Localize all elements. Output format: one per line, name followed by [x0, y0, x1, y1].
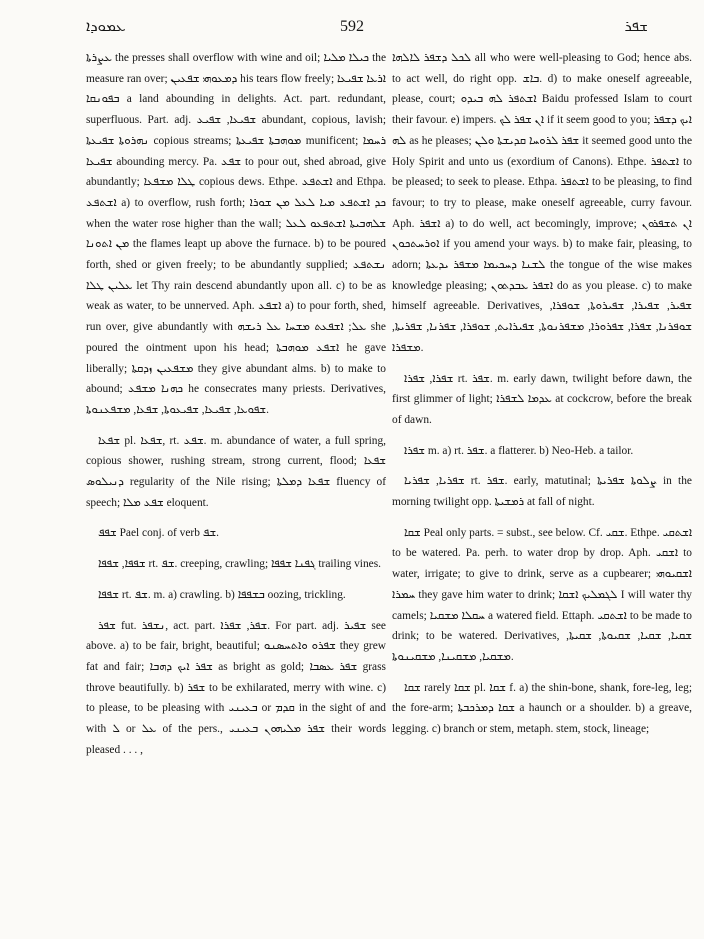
page-number: 592: [340, 18, 364, 35]
left-column: [86, 48, 386, 928]
dictionary-entry: ܫܩܐ rarely ܫܩܐ pl. ܫܩܐ f. a) the shin-bone, shank, fore-leg, leg; the fore-arm; ܫܩܐ ܕܡܪܟܒܬܐ a haunch or a shoulder. b) a greave, legging. c) branch or stem, metaph. stem, stock, lineage;: [392, 681, 692, 736]
right-column: [392, 48, 692, 928]
dictionary-entry: ܫܦܪܝܐ, ܫܦܪܝܐ rt. ܫܦܪ. early, matutinal; ܨܠܘܬܐ ܫܦܪܝܬܐ in the morning twilight opp. ܪܡܫܝܬܐ at fall of night.: [392, 475, 692, 509]
dictionary-entry: ܫܦܪܐ m. a) rt. ܫܦܪ. a flatterer. b) Neo-Heb. a tailor.: [404, 444, 634, 457]
dictionary-entry: ܫܦܪܐ, ܫܦܪܐ rt. ܫܦܪ. m. early dawn, twilight before dawn, the first glimmer of light; ܥܕܡܐ ܠܫܦܪܐ at cockcrow, before the break of dawn.: [392, 372, 692, 426]
running-head-left: ܥܡܘܕܐ: [86, 19, 126, 35]
dictionary-entry: ܫܦܪ fut. ܢܫܦܪ, act. part. ܫܦܪ, ܫܦܪܐ. For part. adj. ܫܦܝܪ see above. a) to be fair, bright, beautiful; ܫܦܪܘ ܘܐܬܚܣܢܘ they grew fat and fair; ܫܦܪ ܐܝܟ ܕܗܒܐ as bright as gold; ܫܦܪ ܥܣܒܐ grass throve beautifully. b) ܫܦܪ to be exhilarated, merry with wine. c) to please, to be pleasing with ܒܥܝܢܝ or ܩܕܡ in the sight of and with ܠ or ܥܠ of the pers., ܫܦܪ ܡܠܝܗܘܢ ܒܥܝܢܝ their words pleased . . . ,: [86, 619, 386, 756]
dictionary-entry: ܥܨܪܬܐ the presses shall overflow with wine and oil; ܟܝܠܐ ܡܠܝܐ the measure ran over; ܕܡܥܘܗܝ ܫܦܥܝܢ his tears flow freely; ܐܪܥܐ ܫܦܝܥܐ ܒܦܘܢܩܐ a land abounding in delights. Act. part. redundant, superfluous. Part. adj. ܫܦܝܥܐ, ܫܦܝܥ abundant, copious, lavish; ܢܗܪܘܬܐ ܫܦܝܥܬܐ copious streams; ܡܘܗܒܬܐ ܫܦܝܥܬܐ munificent; ܪܚܡܐ ܫܦܝܥܐ abounding mercy. Pa. ܫܦܥ to pour out, shed abroad, give abundantly; ܛܠܐ ܡܫܦܥܐ copious dews. Ethpe. ܐܫܬܦܥ and Ethpa. ܐܫܬܦܥ a) to overflow, rush forth; ܟܕ ܐܫܬܦܥ ܡܝܐ ܠܥܠ ܡܢ ܫܘܪܐ when the water rose higher than the wall; ܫܠܗܒܝܬܐ ܐܫܬܦܥܘ ܠܥܠ ܡܢ ܐܬܘܢܐ the flames leapt up above the furnace. b) to be poured forth, shed or given freely; to be abundantly supplied; ܢܫܬܦܥ ܥܠܝܢ ܛܠܐ let Thy rain descend abundantly upon all. c) to be as weak as water, to be unnerved. Aph. ܐܫܦܥ a) to pour forth, shed, run over, give abundantly with ܥܠ; ܐܫܦܥܬ ܡܫܚܐ ܥܠ ܪܝܫܗ she poured the ointment upon his head; ܐܫܦܥ ܡܘܗܒܬܐ he gave liberally; ܡܫܦܥܝܢ ܙܕܩܬܐ they give abundant alms. b) to make to abound; ܟܗܢܐ ܡܫܦܥ he consecrates many priests. Derivatives, ܫܦܘܥܐ, ܫܦܝܥܐ, ܫܦܝܥܘܬܐ, ܫܦܥܐ, ܡܫܦܥܢܘܬܐ.: [86, 52, 386, 416]
page-header: [0, 14, 704, 44]
dictionary-entry: ܠܟܠ ܕܫܦܪ ܠܐܠܗܐ all who were well-pleasing to God; hence abs. to act well, do right opp. ܒܐܫ. d) to make oneself agreeable, please, court; ܐܫܬܦܪ ܠܗ ܒܝܕܘ Baidu professed Islam to court their favour. e) impers. ܐܢ ܫܦܪ ܠܟ if it seem good to you; ܐܝܟ ܕܫܦܪ ܠܗ as he pleases; ܫܦܪ ܠܪܘܚܐ ܩܕܝܫܬܐ ܘܠܢ it seemed good unto the Holy Spirit and unto us (exordium of Canons). Ethpe. ܐܫܬܦܪ to be pleased; to seek to please. Ethpa. ܐܫܬܦܪ to be pleasing, to find favour; to try to please, make oneself agreeable, curry favour. Aph. ܐܫܦܪ a) to do well, act becomingly, improve; ܐܢ ܬܫܦܪܘܢ ܐܘܪܚܬܟܘܢ if you amend your ways. b) to make fair, pleasing, to adorn; ܠܫܢܐ ܕܚܟܝܡܐ ܡܫܦܪ ܝܕܥܬܐ the tongue of the wise makes knowledge pleasing; ܐܫܦܪ ܥܒܕܬܘܢ do as you please. c) to make himself agreeable. Derivatives, ܫܦܝܪ, ܫܦܝܪܐ, ܫܦܝܪܘܬܐ, ܫܘܦܪܐ, ܫܘܦܪܢܐ, ܫܦܪܐ, ܫܦܪܘܪܐ, ܡܫܦܪܢܘܬܐ, ܫܦܝܪܐܝܬ, ܫܘܦܪܐ, ܫܦܪܢܐ, ܫܦܪܝܬܐ, ܡܫܦܪܐ.: [392, 52, 692, 354]
dictionary-entry: ܫܦܦܐ rt. ܫܦ. m. a) crawling. b) ܒܫܦܦܐ oozing, trickling.: [98, 588, 346, 601]
dictionary-entry: ܫܦܦܐ, ܫܦܦܐ rt. ܫܦ. creeping, crawling; ܓܦܢܐ ܫܦܦܐ trailing vines.: [98, 558, 382, 571]
running-head-right: ܫܦܪ: [624, 19, 648, 35]
dictionary-entry: ܫܩܐ Peal only parts. = subst., see below. Cf. ܫܩܝ. Ethpe. ܐܫܬܩܝ to be watered. Pa. perh. to water drop by drop. Aph. ܐܫܩܝ to water, irrigate; to give to drink, serve as a cupbearer; ܐܫܩܝܘܗܝ ܚܡܪܐ they gave him water to drink; ܠܓܡܠܝܟ ܐܫܩܐ I will water thy camels; ܚܩܠܐ ܡܫܩܝܐ a watered field. Ettaph. ܐܫܬܩܝ to be made to drink; to be watered. Derivatives, ܫܩܝܐ, ܫܩܝܐ, ܫܩܝܘܬܐ, ܫܩܝܬܐ, ܡܫܩܝܐ, ܡܫܩܝܢܐ, ܡܫܩܝܢܘܬܐ.: [392, 526, 692, 663]
dictionary-entry: ܫܦܦ Pael conj. of verb ܫܦ.: [98, 527, 220, 540]
dictionary-entry: ܫܦܥܐ pl. ܫܦܥܐ, rt. ܫܦܥ. m. abundance of water, a full spring, copious shower, rushing stream, strong current, flood; ܫܦܥܐ ܕܢܝܠܘܣ regularity of the Nile rising; ܫܦܥܐ ܕܡܠܬܐ fluency of speech; ܫܦܥ ܡܠܐ eloquent.: [86, 434, 386, 509]
